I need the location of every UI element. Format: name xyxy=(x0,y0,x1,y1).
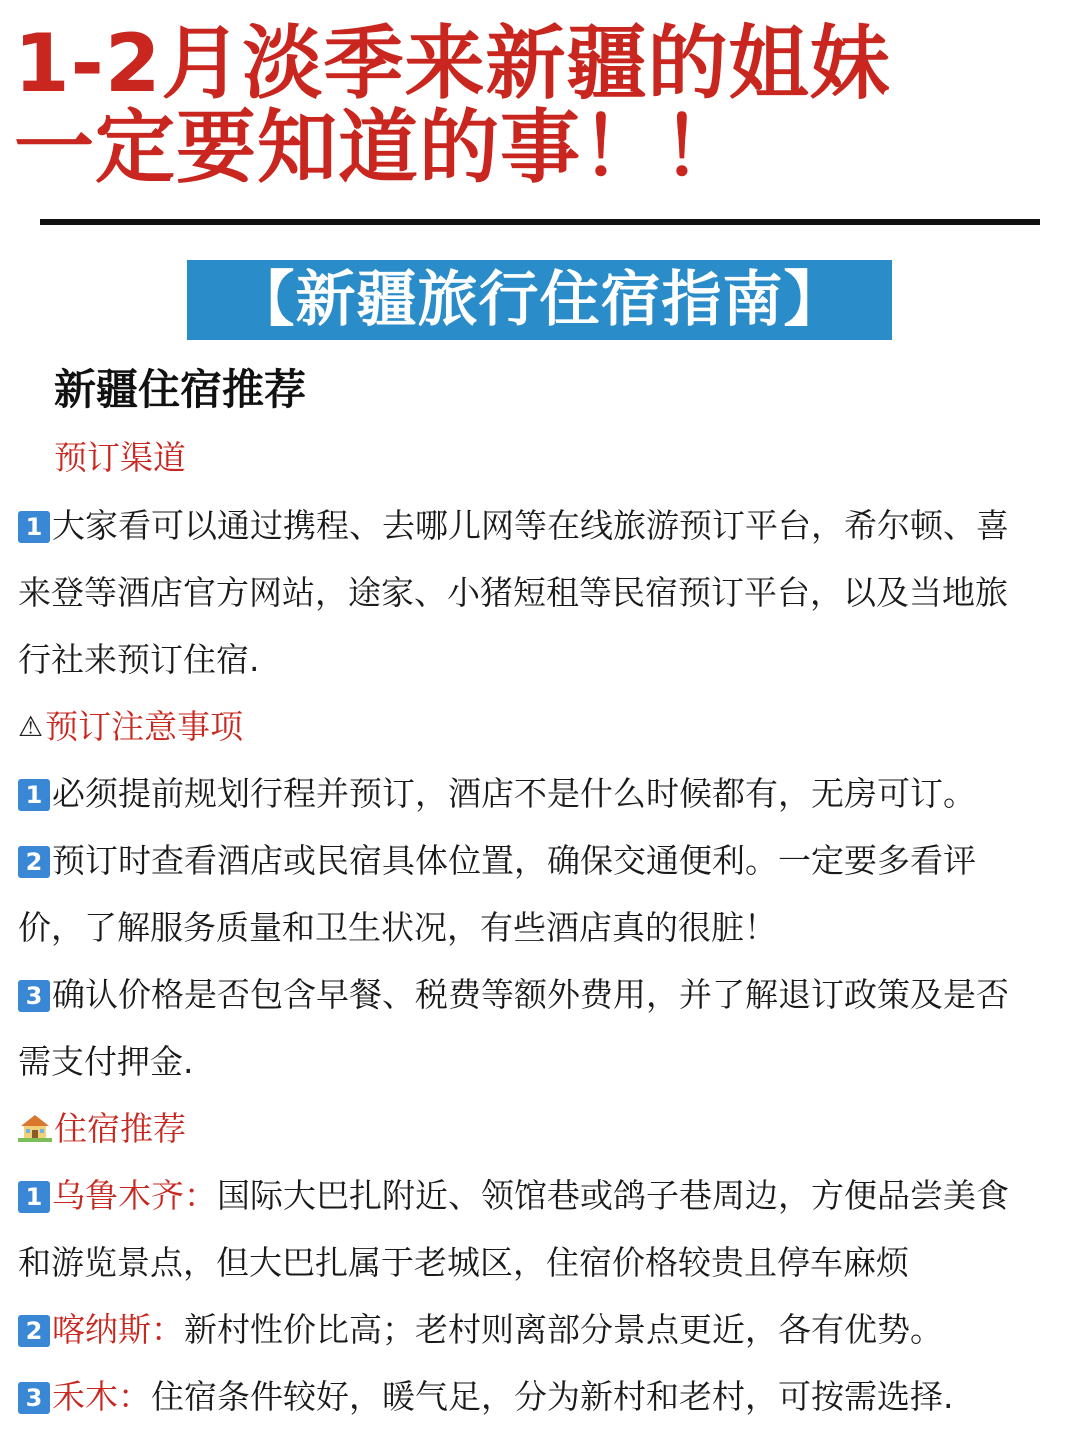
list-item: 3 禾木：住宿条件较好，暖气足，分为新村和老村，可按需选择. xyxy=(18,1363,1064,1430)
number-badge: 1 xyxy=(18,1181,50,1213)
list-item-continued: 需支付押金. xyxy=(18,1042,194,1081)
place-name: 乌鲁木齐： xyxy=(52,1176,217,1215)
booking-notes-section xyxy=(18,693,1064,1095)
paragraph-line: 1 大家看可以通过携程、去哪儿网等在线旅游预订平台，希尔顿、喜 xyxy=(18,492,1064,559)
number-badge: 3 xyxy=(18,1382,50,1414)
list-item: 3 确认价格是否包含早餐、税费等额外费用，并了解退订政策及是否 xyxy=(18,961,1064,1028)
title-line-2: 一定要知道的事！！ xyxy=(14,101,743,194)
number-badge: 1 xyxy=(18,779,50,811)
list-item-continued: 和游览景点，但大巴扎属于老城区，住宿价格较贵且停车麻烦 xyxy=(18,1243,909,1282)
number-badge: 2 xyxy=(18,1315,50,1347)
number-badge: 2 xyxy=(18,846,50,878)
divider xyxy=(40,219,1040,225)
place-name: 禾木： xyxy=(52,1377,151,1416)
subtitle-booking-notes: ⚠预订注意事项 xyxy=(18,693,1064,760)
number-badge: 3 xyxy=(18,980,50,1012)
list-item: 1 乌鲁木齐：国际大巴扎附近、领馆巷或鸽子巷周边，方便品尝美食 xyxy=(18,1162,1064,1229)
title-line-1: 1-2月淡季来新疆的姐妹 xyxy=(14,17,891,110)
paragraph-line: 来登等酒店官方网站，途家、小猪短租等民宿预订平台，以及当地旅 xyxy=(18,573,1008,612)
place-name: 喀纳斯： xyxy=(52,1310,184,1349)
list-item: 2 预订时查看酒店或民宿具体位置，确保交通便利。一定要多看评 xyxy=(18,827,1064,894)
page-title xyxy=(14,17,1074,194)
section-banner: 【新疆旅行住宿指南】 xyxy=(187,260,892,340)
recommend-section xyxy=(18,1095,1064,1430)
list-item: 1 必须提前规划行程并预订，酒店不是什么时候都有，无房可订。 xyxy=(18,760,1064,827)
list-item: 2 喀纳斯：新村性价比高；老村则离部分景点更近，各有优势。 xyxy=(18,1296,1064,1363)
subtitle-recommend: 住宿推荐 xyxy=(18,1095,1064,1162)
subtitle-booking-channels: 预订渠道 xyxy=(54,438,186,477)
warning-icon: ⚠ xyxy=(18,710,44,743)
house-icon xyxy=(18,1112,52,1142)
section-heading: 新疆住宿推荐 xyxy=(54,365,307,414)
number-badge: 1 xyxy=(18,511,50,543)
booking-channels-paragraph xyxy=(18,492,1064,693)
list-item-continued: 价，了解服务质量和卫生状况，有些酒店真的很脏！ xyxy=(18,908,777,947)
paragraph-line: 行社来预订住宿. xyxy=(18,640,260,679)
